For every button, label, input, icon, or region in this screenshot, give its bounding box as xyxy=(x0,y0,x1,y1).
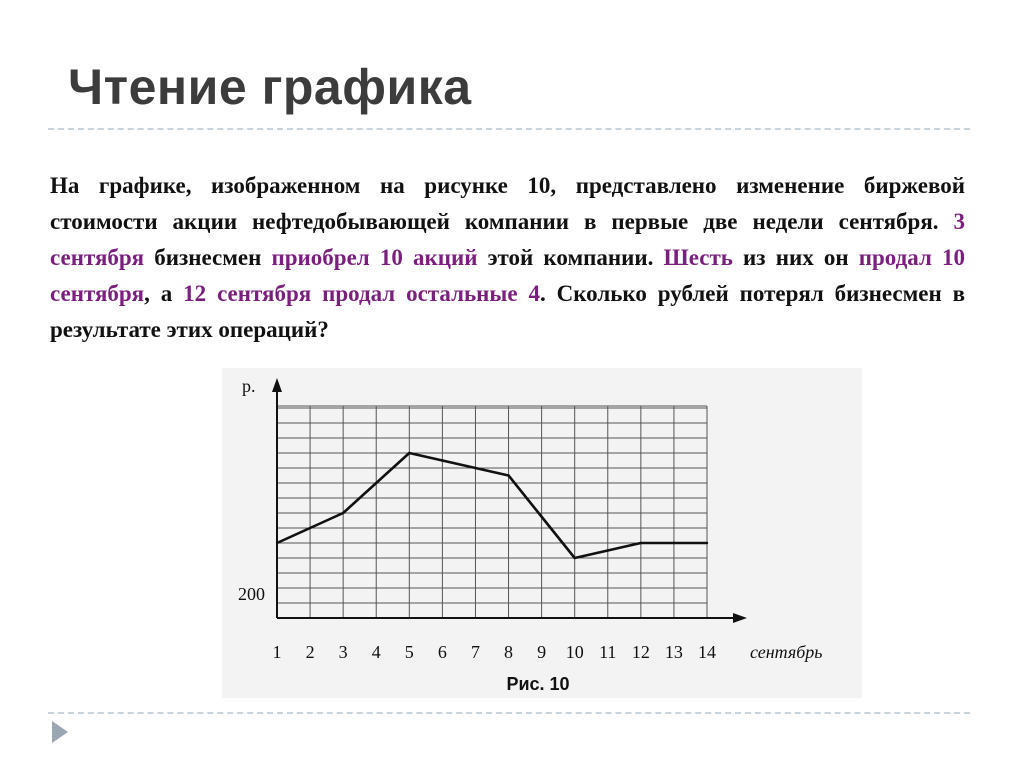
problem-text xyxy=(50,168,965,348)
data-point xyxy=(375,482,377,484)
y-axis-label: р. xyxy=(242,376,256,396)
highlighted-phrase: приобрел 10 акций xyxy=(271,245,478,270)
title-divider xyxy=(48,128,970,130)
x-tick-label: 2 xyxy=(305,642,315,662)
problem-text-segment: из них он xyxy=(732,245,859,270)
footer-divider xyxy=(48,712,970,714)
data-point xyxy=(408,452,410,454)
highlighted-phrase: 3 сентября xyxy=(50,209,965,270)
highlighted-phrase: продал 10 сентября xyxy=(50,245,965,306)
x-tick-label: 9 xyxy=(537,642,547,662)
x-tick-label: 11 xyxy=(599,642,617,662)
slide-title: Чтение графика xyxy=(68,59,472,115)
problem-text-segment: На графике, изображенном на рисунке 10, представлено изменение биржевой стоимости акции нефтедобывающей компании в первые две недели сентября. xyxy=(50,173,965,234)
data-point xyxy=(276,542,278,544)
x-tick-label: 12 xyxy=(631,642,650,662)
problem-text-segment: , а xyxy=(144,281,184,306)
problem-text-segment: этой компании. xyxy=(477,245,664,270)
y-tick-label: 200 xyxy=(238,584,265,604)
data-point xyxy=(507,474,509,476)
data-point xyxy=(640,542,642,544)
data-point xyxy=(540,516,542,518)
x-axis-label: сентябрь xyxy=(750,642,823,662)
data-point xyxy=(309,527,311,529)
x-tick-label: 1 xyxy=(272,642,282,662)
x-axis-arrow xyxy=(733,613,747,623)
data-point xyxy=(673,542,675,544)
data-point xyxy=(706,542,708,544)
x-tick-label: 7 xyxy=(470,642,480,662)
next-slide-arrow-icon[interactable] xyxy=(52,721,68,743)
x-tick-label: 10 xyxy=(565,642,584,662)
x-tick-label: 13 xyxy=(664,642,683,662)
x-tick-label: 4 xyxy=(371,642,381,662)
data-point xyxy=(573,557,575,559)
y-axis-arrow xyxy=(272,378,282,392)
highlighted-phrase: Шесть xyxy=(663,245,733,270)
data-point xyxy=(607,549,609,551)
problem-text-segment: бизнесмен xyxy=(144,245,272,270)
chart-figure xyxy=(222,368,862,698)
data-series-line xyxy=(277,453,707,558)
problem-text-segment: . Сколько рублей потерял бизнесмен в результате этих операций? xyxy=(50,281,966,342)
chart-caption: Рис. 10 xyxy=(506,674,570,694)
x-tick-label: 14 xyxy=(698,642,716,662)
highlighted-phrase: 12 сентября продал остальные 4 xyxy=(183,281,540,306)
x-tick-label: 3 xyxy=(338,642,348,662)
data-point xyxy=(441,459,443,461)
line-chart xyxy=(222,368,862,698)
x-tick-label: 8 xyxy=(504,642,514,662)
data-point xyxy=(474,467,476,469)
x-tick-label: 5 xyxy=(404,642,414,662)
data-point xyxy=(342,512,344,514)
x-tick-label: 6 xyxy=(437,642,447,662)
